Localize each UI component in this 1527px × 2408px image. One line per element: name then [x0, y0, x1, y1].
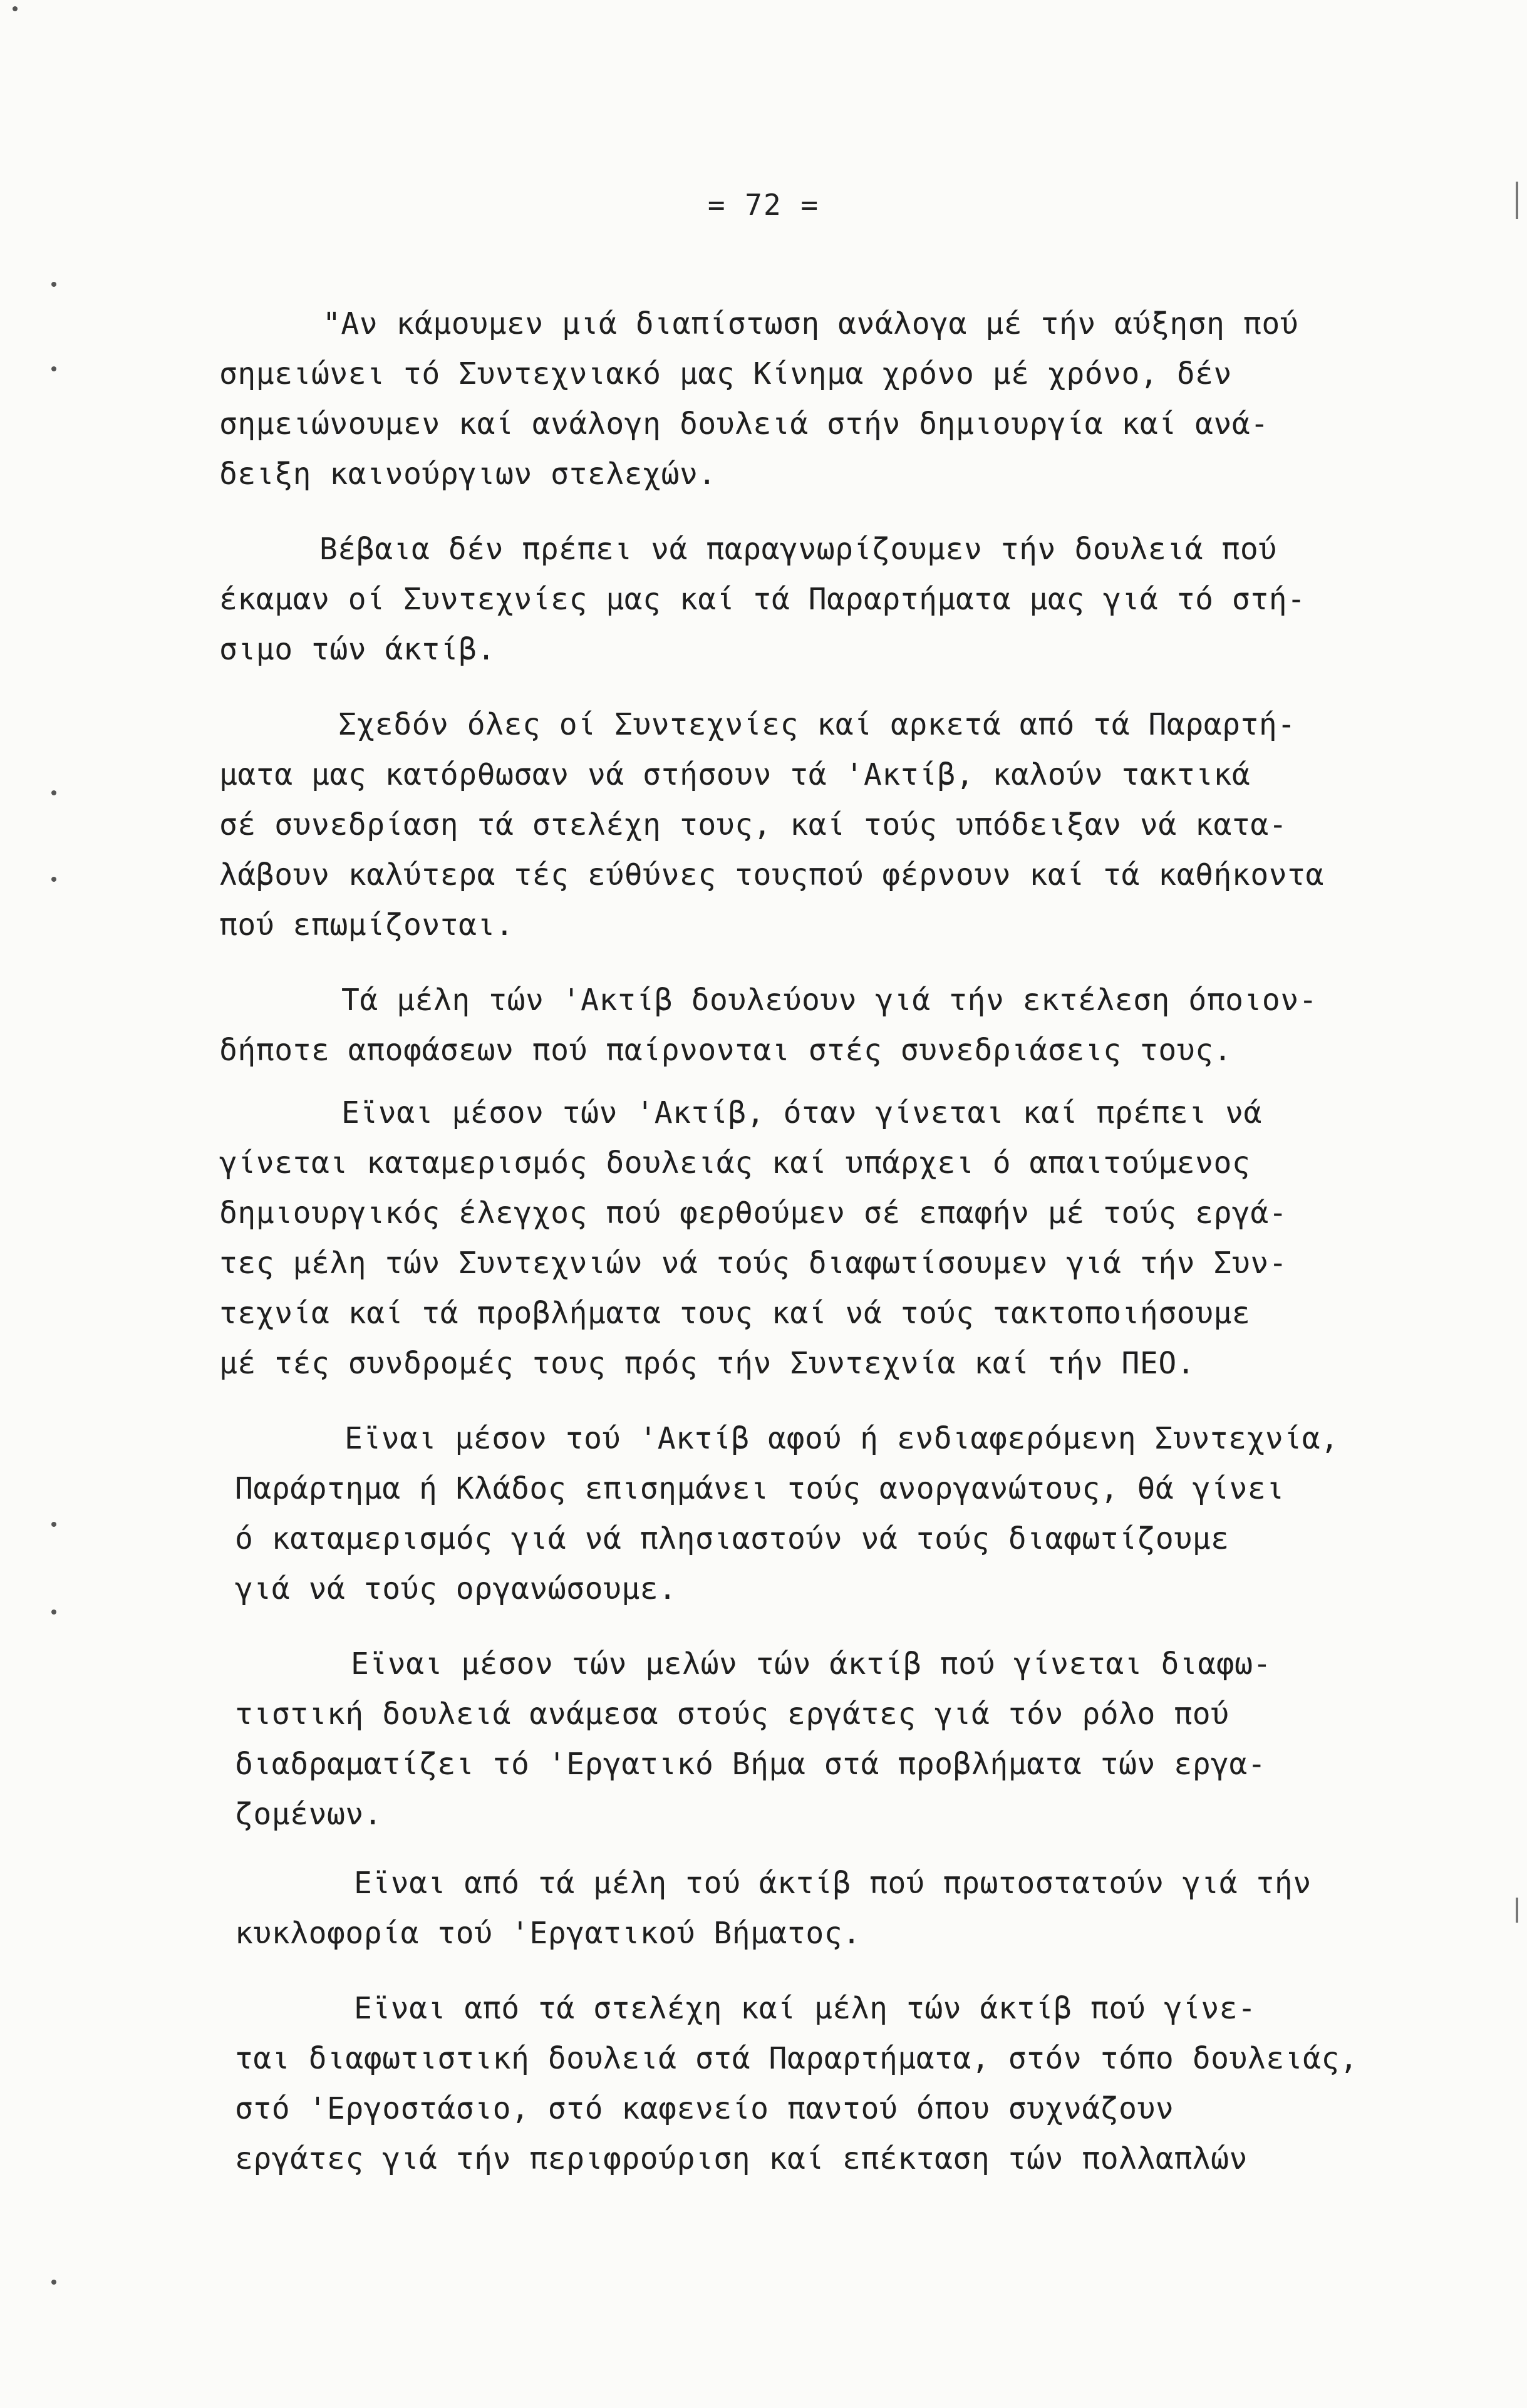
paragraph-3-line-5: πού επωμίζονται. [219, 907, 514, 943]
paragraph-7-line-2: τιστική δουλειά ανάμεσα στούς εργάτες γιά τόν ρόλο πού [235, 1697, 1229, 1732]
paragraph-9-line-3: στό 'Εργοστάσιο, στό καφενείο παντού όπου συχνάζουν [235, 2091, 1174, 2126]
paragraph-5-line-3: δημιουργικός έλεγχος πού φερθούμεν σέ επαφήν μέ τούς εργά- [219, 1196, 1288, 1231]
paragraph-6-line-4: γιά νά τούς οργανώσουμε. [235, 1571, 677, 1606]
paragraph-1-line-2: σημειώνει τό Συντεχνιακό μας Κίνημα χρόνο μέ χρόνο, δέν [219, 356, 1232, 391]
paragraph-2-line-1: Βέβαια δέν πρέπει νά παραγνωρίζουμεν τήν δουλειά πού [319, 532, 1277, 567]
paragraph-3-line-3: σέ συνεδρίαση τά στελέχη τους, καί τούς υπόδειξαν νά κατα- [219, 807, 1288, 842]
paragraph-8-line-2: κυκλοφορία τού 'Εργατικού Βήματος. [235, 1916, 861, 1951]
paragraph-9-line-2: ται διαφωτιστική δουλειά στά Παραρτήματα, στόν τόπο δουλειάς, [235, 2041, 1359, 2076]
scan-edge-mark [1516, 1898, 1518, 1923]
paragraph-2-line-2: έκαμαν οί Συντεχνίες μας καί τά Παραρτήματα μας γιά τό στή- [219, 582, 1306, 617]
scan-speck [51, 1522, 56, 1527]
scan-speck [51, 366, 56, 371]
paragraph-8-line-1: Εϊναι από τά μέλη τού άκτίβ πού πρωτοστατούν γιά τήν [354, 1866, 1312, 1901]
scan-speck [51, 790, 56, 795]
scan-speck [51, 1610, 56, 1615]
paragraph-5-line-6: μέ τές συνδρομές τους πρός τήν Συντεχνία καί τήν ΠΕΟ. [219, 1346, 1196, 1381]
paragraph-6-line-3: ό καταμερισμός γιά νά πλησιαστούν νά τούς διαφωτίζουμε [235, 1521, 1229, 1556]
scan-speck [13, 6, 18, 11]
paragraph-3-line-1: Σχεδόν όλες οί Συντεχνίες καί αρκετά από τά Παραρτή- [338, 707, 1296, 742]
scan-speck [51, 282, 56, 287]
paragraph-1-line-1: "Αν κάμουμεν μιά διαπίστωση ανάλογα μέ τήν αύξηση πού [323, 306, 1299, 341]
paragraph-3-line-2: ματα μας κατόρθωσαν νά στήσουν τά 'Ακτίβ, καλούν τακτικά [219, 757, 1251, 792]
paragraph-5-line-4: τες μέλη τών Συντεχνιών νά τούς διαφωτίσουμεν γιά τήν Συν- [219, 1246, 1288, 1281]
paragraph-5-line-1: Εϊναι μέσον τών 'Ακτίβ, όταν γίνεται καί πρέπει νά [341, 1095, 1262, 1130]
paragraph-7-line-4: ζομένων. [235, 1797, 383, 1832]
paragraph-1-line-4: δειξη καινούργιων στελεχών. [219, 457, 717, 492]
paragraph-4-line-2: δήποτε αποφάσεων πού παίρνονται στές συνεδριάσεις τους. [219, 1033, 1232, 1068]
scan-speck [51, 2280, 56, 2285]
paragraph-9-line-4: εργάτες γιά τήν περιφρούριση καί επέκταση τών πολλαπλών [235, 2141, 1248, 2176]
scan-speck [51, 877, 56, 882]
paragraph-3-line-4: λάβουν καλύτερα τές εύθύνες τουςπού φέρνουν καί τά καθήκοντα [219, 857, 1324, 892]
page-number: = 72 = [707, 188, 820, 222]
paragraph-6-line-1: Εϊναι μέσον τού 'Ακτίβ αφού ή ενδιαφερόμενη Συντεχνία, [344, 1421, 1339, 1456]
paragraph-1-line-3: σημειώνουμεν καί ανάλογη δουλειά στήν δημιουργία καί ανά- [219, 406, 1269, 442]
scan-edge-mark [1516, 182, 1518, 219]
paragraph-7-line-3: διαδραματίζει τό 'Εργατικό Βήμα στά προβλήματα τών εργα- [235, 1747, 1266, 1782]
paragraph-2-line-3: σιμο τών άκτίβ. [219, 632, 495, 667]
paragraph-9-line-1: Εϊναι από τά στελέχη καί μέλη τών άκτίβ πού γίνε- [354, 1991, 1256, 2026]
paragraph-5-line-2: γίνεται καταμερισμός δουλειάς καί υπάρχει ό απαιτούμενος [219, 1145, 1251, 1181]
paragraph-6-line-2: Παράρτημα ή Κλάδος επισημάνει τούς ανοργανώτους, θά γίνει [235, 1471, 1285, 1506]
paragraph-4-line-1: Τά μέλη τών 'Ακτίβ δουλεύουν γιά τήν εκτέλεση όποιον- [341, 983, 1318, 1018]
paragraph-5-line-5: τεχνία καί τά προβλήματα τους καί νά τούς τακτοποιήσουμε [219, 1296, 1251, 1331]
paragraph-7-line-1: Εϊναι μέσον τών μελών τών άκτίβ πού γίνεται διαφω- [351, 1646, 1271, 1682]
